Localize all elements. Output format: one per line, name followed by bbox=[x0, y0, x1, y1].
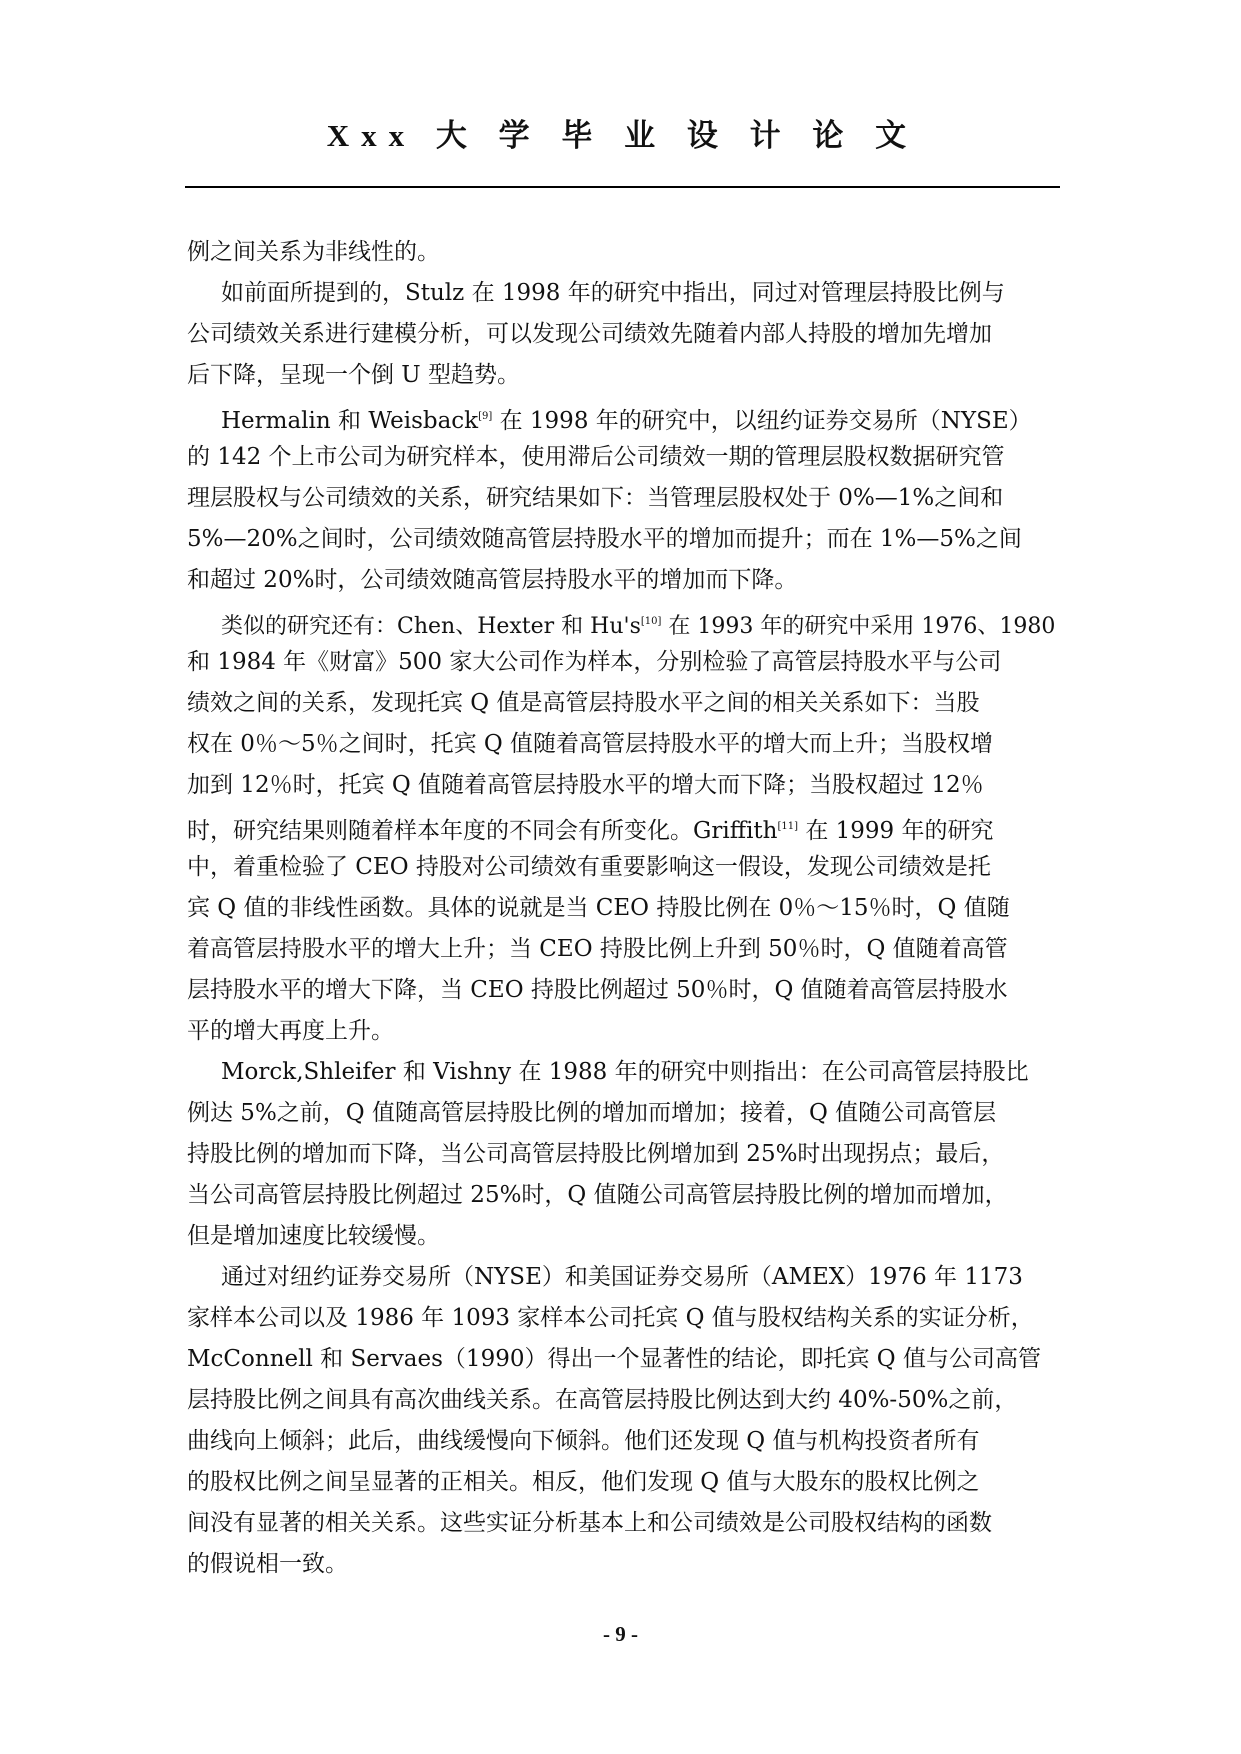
text-line bbox=[187, 1544, 1062, 1585]
text-line-content: 的股权比例之间呈显著的正相关。相反，他们发现 Q 值与大股东的股权比例之 bbox=[187, 1469, 980, 1495]
citation-reference: [9] bbox=[478, 411, 493, 422]
text-line-continuation: 在 1999 年的研究 bbox=[798, 818, 994, 844]
header-divider bbox=[185, 186, 1060, 188]
text-line-content: 的 142 个上市公司为研究样本，使用滞后公司绩效一期的管理层股权数据研究管 bbox=[187, 444, 1005, 470]
text-line bbox=[187, 437, 1062, 478]
text-line bbox=[187, 1175, 1062, 1216]
citation-reference: [11] bbox=[777, 821, 799, 832]
text-line-content: 5%—20%之间时，公司绩效随高管层持股水平的增加而提升；而在 1%—5%之间 bbox=[187, 526, 1022, 552]
text-line-content: 中，着重检验了 CEO 持股对公司绩效有重要影响这一假设，发现公司绩效是托 bbox=[187, 854, 991, 880]
text-line-content: 权在 0％～5％之间时，托宾 Q 值随着高管层持股水平的增大而上升；当股权增 bbox=[187, 731, 994, 757]
text-line-content: 持股比例的增加而下降，当公司高管层持股比例增加到 25%时出现拐点；最后， bbox=[187, 1141, 1005, 1167]
text-line-content: 通过对纽约证券交易所（NYSE）和美国证券交易所（AMEX）1976 年 1173 bbox=[221, 1264, 1023, 1290]
text-line-content: 例之间关系为非线性的。 bbox=[187, 239, 440, 265]
text-line-continuation: 在 1998 年的研究中，以纽约证券交易所（NYSE） bbox=[492, 408, 1032, 434]
text-line bbox=[187, 273, 1062, 314]
text-line-content: 间没有显著的相关关系。这些实证分析基本上和公司绩效是公司股权结构的函数 bbox=[187, 1510, 992, 1536]
text-line bbox=[187, 314, 1062, 355]
text-line bbox=[187, 1052, 1062, 1093]
text-line-content: 例达 5%之前，Q 值随高管层持股比例的增加而增加；接着，Q 值随公司高管层 bbox=[187, 1100, 997, 1126]
text-line-content: 的假说相一致。 bbox=[187, 1551, 348, 1577]
text-line bbox=[187, 1011, 1062, 1052]
body-text bbox=[187, 232, 1062, 1585]
text-line bbox=[187, 642, 1062, 683]
text-line-content: 当公司高管层持股比例超过 25%时，Q 值随公司高管层持股比例的增加而增加， bbox=[187, 1182, 1008, 1208]
text-line-content: 绩效之间的关系，发现托宾 Q 值是高管层持股水平之间的相关关系如下：当股 bbox=[187, 690, 980, 716]
text-line bbox=[187, 847, 1062, 888]
text-line bbox=[187, 1503, 1062, 1544]
text-line bbox=[187, 1462, 1062, 1503]
text-line bbox=[187, 683, 1062, 724]
text-line bbox=[187, 970, 1062, 1011]
text-line bbox=[187, 601, 1062, 642]
text-line-content: McConnell 和 Servaes（1990）得出一个显著性的结论，即托宾 Q 值与公司高管 bbox=[187, 1346, 1041, 1372]
text-line-content: 家样本公司以及 1986 年 1093 家样本公司托宾 Q 值与股权结构关系的实证分析， bbox=[187, 1305, 1034, 1331]
text-line bbox=[187, 1298, 1062, 1339]
page-number: - 9 - bbox=[603, 1622, 638, 1646]
text-line-content: 加到 12％时，托宾 Q 值随着高管层持股水平的增大而下降；当股权超过 12％ bbox=[187, 772, 984, 798]
text-line bbox=[187, 519, 1062, 560]
text-line-content: 和超过 20%时，公司绩效随高管层持股水平的增加而下降。 bbox=[187, 567, 798, 593]
text-line bbox=[187, 1421, 1062, 1462]
text-line bbox=[187, 1339, 1062, 1380]
page-header-title: Xxx 大 学 毕 业 设 计 论 文 bbox=[326, 118, 919, 153]
text-line-content: 曲线向上倾斜；此后，曲线缓慢向下倾斜。他们还发现 Q 值与机构投资者所有 bbox=[187, 1428, 980, 1454]
text-line-content: 时，研究结果则随着样本年度的不同会有所变化。Griffith bbox=[187, 818, 778, 844]
text-line bbox=[187, 806, 1062, 847]
text-line bbox=[187, 1257, 1062, 1298]
text-line bbox=[187, 1134, 1062, 1175]
text-line bbox=[187, 1093, 1062, 1134]
text-line bbox=[187, 232, 1062, 273]
text-line-content: 后下降，呈现一个倒 U 型趋势。 bbox=[187, 362, 521, 388]
text-line bbox=[187, 724, 1062, 765]
text-line-continuation: 在 1993 年的研究中采用 1976、1980 bbox=[661, 614, 1056, 639]
text-line-content: 如前面所提到的，Stulz 在 1998 年的研究中指出，同过对管理层持股比例与 bbox=[221, 280, 1005, 306]
citation-reference: [10] bbox=[640, 616, 662, 627]
text-line bbox=[187, 560, 1062, 601]
text-line-content: Hermalin 和 Weisback bbox=[221, 408, 479, 434]
text-line-content: 层持股比例之间具有高次曲线关系。在高管层持股比例达到大约 40%-50%之前， bbox=[187, 1387, 1018, 1413]
text-line bbox=[187, 765, 1062, 806]
text-line-content: 类似的研究还有：Chen、Hexter 和 Hu's bbox=[221, 614, 641, 639]
text-line-content: 平的增大再度上升。 bbox=[187, 1018, 394, 1044]
text-line bbox=[187, 355, 1062, 396]
text-line-content: 宾 Q 值的非线性函数。具体的说就是当 CEO 持股比例在 0％～15％时，Q 值随 bbox=[187, 895, 1010, 921]
text-line bbox=[187, 478, 1062, 519]
text-line-content: 理层股权与公司绩效的关系，研究结果如下：当管理层股权处于 0%—1%之间和 bbox=[187, 485, 1004, 511]
text-line bbox=[187, 1380, 1062, 1421]
text-line-content: 层持股水平的增大下降，当 CEO 持股比例超过 50％时，Q 值随着高管层持股水 bbox=[187, 977, 1008, 1003]
text-line-content: 和 1984 年《财富》500 家大公司作为样本，分别检验了高管层持股水平与公司 bbox=[187, 649, 1002, 675]
text-line bbox=[187, 888, 1062, 929]
text-line bbox=[187, 1216, 1062, 1257]
text-line-content: 但是增加速度比较缓慢。 bbox=[187, 1223, 440, 1249]
text-line bbox=[187, 396, 1062, 437]
text-line-content: 公司绩效关系进行建模分析，可以发现公司绩效先随着内部人持股的增加先增加 bbox=[187, 321, 992, 347]
text-line bbox=[187, 929, 1062, 970]
text-line-content: Morck,Shleifer 和 Vishny 在 1988 年的研究中则指出：在公司高管层持股比 bbox=[221, 1059, 1029, 1085]
text-line-content: 着高管层持股水平的增大上升；当 CEO 持股比例上升到 50％时，Q 值随着高管 bbox=[187, 936, 1008, 962]
